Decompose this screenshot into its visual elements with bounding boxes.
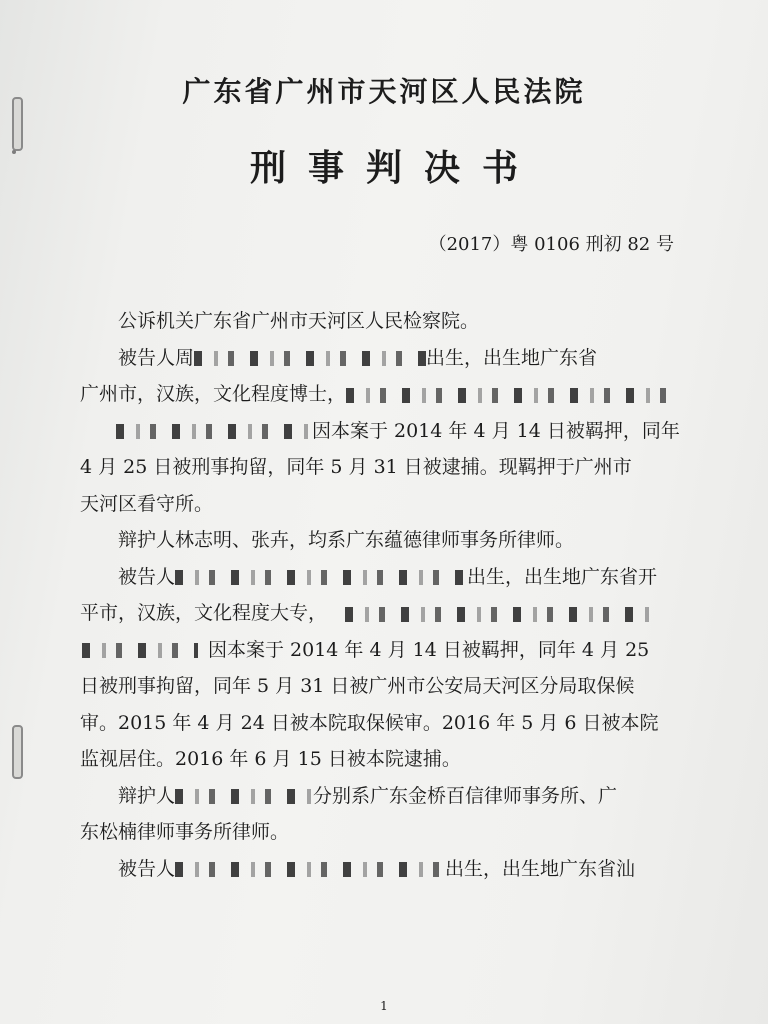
defendant-3-line-1: [80, 851, 700, 888]
defendant-1-text-d: 因本案于 2014 年 4 月 14 日被羁押，同年: [312, 419, 680, 442]
prosecutor-paragraph: [80, 303, 700, 340]
redaction-mosaic: [346, 388, 666, 403]
defendant-2-text-a: 被告人: [118, 565, 176, 588]
defendant-3-text-a: 被告人: [118, 857, 176, 880]
defendant-2-line-5: [80, 705, 700, 742]
defendant-3-text-b: 出生，出生地广东省汕: [445, 857, 636, 880]
redaction-mosaic: [175, 789, 313, 804]
defendant-2-line-2: [80, 595, 700, 632]
court-name: 广东省广州市天河区人民法院: [182, 75, 586, 108]
defendant-1-text-a: 被告人周: [118, 346, 195, 369]
defendant-1-text-b: 出生，出生地广东省: [426, 346, 598, 369]
defender-2-line-1: [80, 778, 700, 815]
prosecutor-text: 公诉机关广东省广州市天河区人民检察院。: [118, 310, 480, 332]
defendant-1-line-5: [80, 486, 700, 523]
defendant-1-text-e: 4 月 25 日被刑事拘留，同年 5 月 31 日被逮捕。现羁押于广州市: [80, 456, 632, 478]
defendant-1-text-c: 广州市，汉族，文化程度博士，: [80, 383, 347, 405]
defendant-1-line-3: [80, 413, 700, 450]
defender-2-text-c: 东松楠律师事务所律师。: [80, 821, 290, 843]
defender-1-paragraph: [80, 522, 700, 559]
defendant-2-line-6: [80, 741, 700, 778]
defender-1-text: 辩护人林志明、张卉，均系广东蕴德律师事务所律师。: [118, 529, 575, 551]
defendant-2-line-1: [80, 559, 700, 596]
defendant-1-text-f: 天河区看守所。: [80, 492, 214, 515]
defendant-2-line-3: [80, 632, 700, 669]
defender-2-text-b: 分别系广东金桥百信律师事务所、广: [313, 784, 618, 807]
defender-2-line-2: [80, 814, 700, 851]
binding-staple-middle: [12, 725, 23, 779]
defendant-2-text-d: 因本案于 2014 年 4 月 14 日被羁押，同年 4 月 25: [208, 638, 650, 661]
redaction-mosaic: [345, 607, 657, 622]
case-number: （2017）粤 0106 刑初 82 号: [428, 234, 674, 255]
defendant-2-text-f: 审。2015 年 4 月 24 日被本院取保候审。2016 年 5 月 6 日被本院: [80, 711, 659, 734]
defender-2-text-a: 辩护人: [118, 784, 176, 807]
redaction-mosaic: [175, 570, 467, 585]
defendant-2-text-g: 监视居住。2016 年 6 月 15 日被本院逮捕。: [80, 748, 461, 770]
redaction-mosaic: [82, 643, 198, 658]
judgment-body: [80, 303, 700, 887]
defendant-1-line-4: [80, 449, 700, 486]
redaction-mosaic: [116, 424, 312, 439]
defendant-1-line-2: [80, 376, 700, 413]
defendant-2-text-e: 日被刑事拘留，同年 5 月 31 日被广州市公安局天河区分局取保候: [80, 675, 635, 697]
defendant-2-text-b: 出生，出生地广东省开: [467, 565, 658, 588]
defendant-2-line-4: [80, 668, 700, 705]
redaction-mosaic: [175, 862, 445, 877]
redaction-mosaic: [194, 351, 426, 366]
document-title: 刑事判决书: [249, 148, 540, 189]
page-number: 1: [380, 999, 388, 1013]
defendant-1-line-1: [80, 340, 700, 377]
defendant-2-text-c: 平市，汉族，文化程度大专，: [80, 602, 328, 624]
